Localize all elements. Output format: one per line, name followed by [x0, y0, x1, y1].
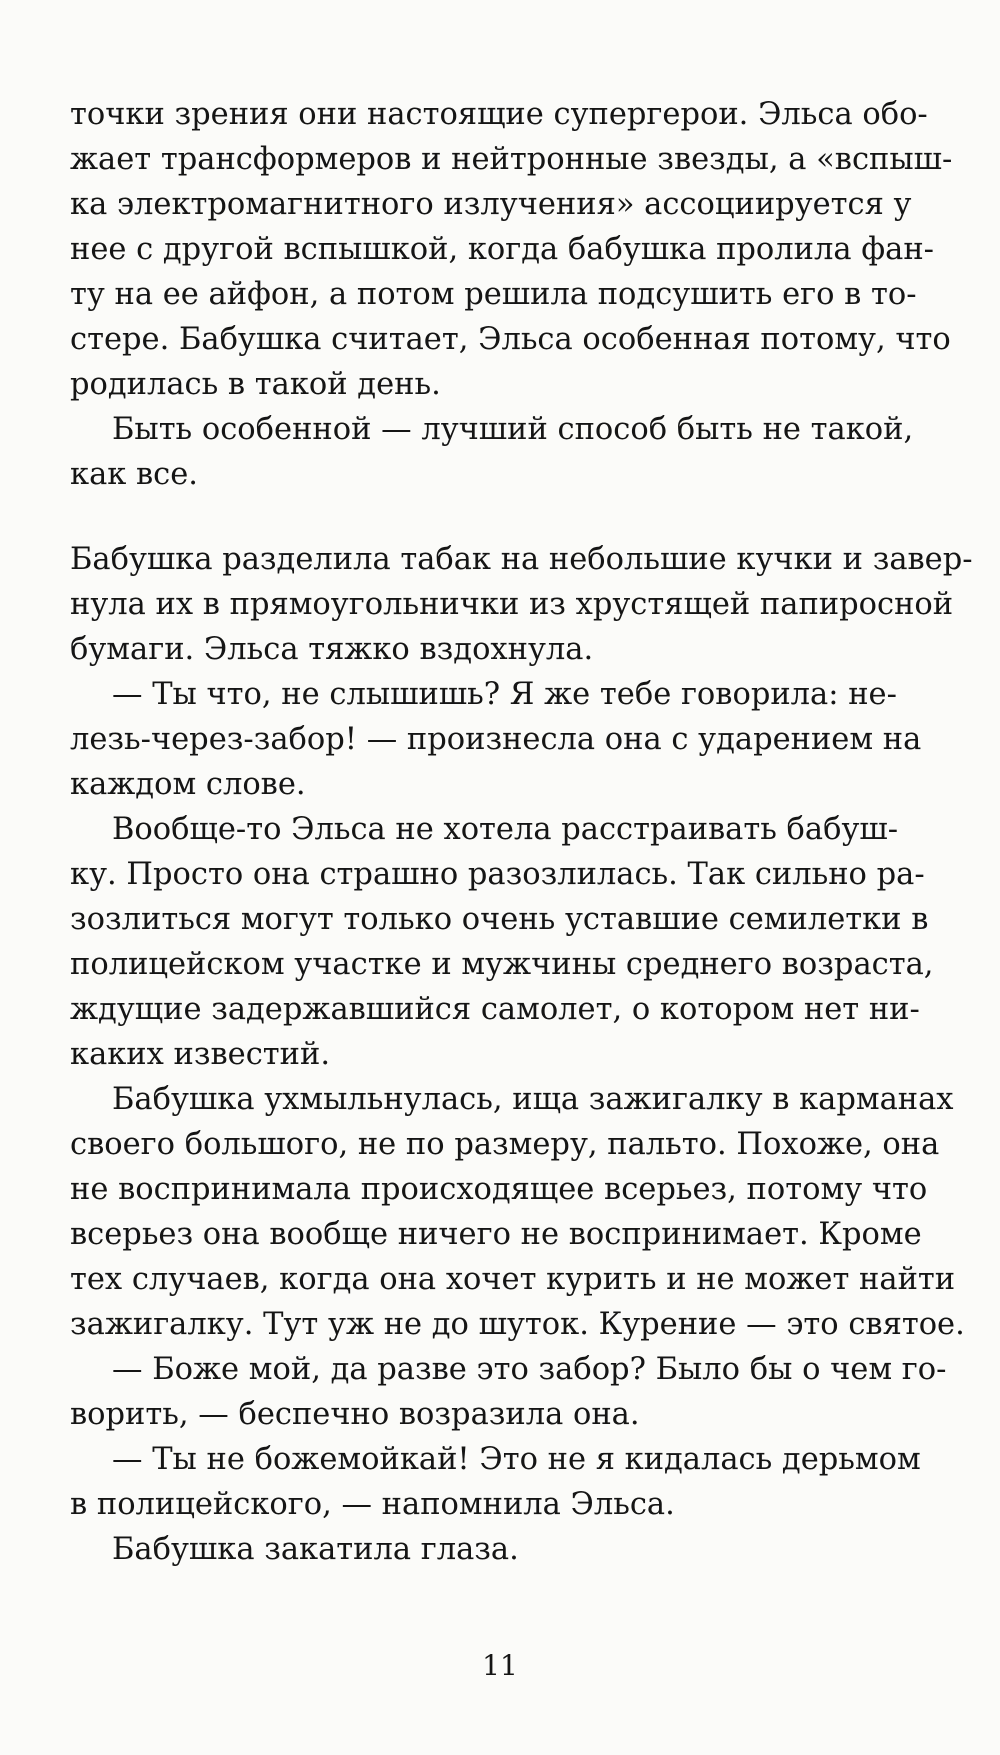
text-line: — Боже мой, да разве это забор? Было бы о чем го-	[112, 1352, 947, 1387]
text-line: жает трансформеров и нейтронные звезды, а «вспыш-	[70, 142, 953, 177]
text-line: зажигалку. Тут уж не до шуток. Курение — это святое.	[70, 1307, 965, 1342]
text-line: Бабушка ухмыльнулась, ища зажигалку в карманах	[112, 1082, 954, 1117]
text-line: как все.	[70, 457, 199, 492]
page-number: 11	[482, 1649, 518, 1682]
text-line: ворить, — беспечно возразила она.	[70, 1397, 640, 1432]
text-line: ка электромагнитного излучения» ассоциируется у	[70, 187, 912, 222]
text-line: ждущие задержавшийся самолет, о котором нет ни-	[70, 992, 920, 1027]
text-line: Вообще-то Эльса не хотела расстраивать бабуш-	[112, 812, 899, 847]
text-line: не воспринимала происходящее всерьез, потому что	[70, 1172, 928, 1207]
text-line: бумаги. Эльса тяжко вздохнула.	[70, 632, 594, 667]
text-line: — Ты не божемойкай! Это не я кидалась дерьмом	[112, 1442, 921, 1477]
text-line: ку. Просто она страшно разозлилась. Так сильно ра-	[70, 857, 925, 892]
text-line: точки зрения они настоящие супергерои. Эльса обо-	[70, 97, 928, 132]
text-line: каждом слове.	[70, 767, 306, 802]
text-line: каких известий.	[70, 1037, 331, 1072]
text-line: своего большого, не по размеру, пальто. Похоже, она	[70, 1127, 940, 1162]
text-line: стере. Бабушка считает, Эльса особенная потому, что	[70, 322, 951, 357]
text-line: родилась в такой день.	[70, 367, 441, 402]
text-line: нула их в прямоугольнички из хрустящей папиросной	[70, 587, 954, 622]
text-line: нее с другой вспышкой, когда бабушка пролила фан-	[70, 232, 934, 267]
text-line: в полицейского, — напомнила Эльса.	[70, 1487, 675, 1522]
text-line: лезь-через-забор! — произнесла она с ударением на	[70, 722, 922, 757]
text-line: Быть особенной — лучший способ быть не такой,	[112, 412, 914, 447]
text-line: Бабушка закатила глаза.	[112, 1532, 519, 1567]
text-line: Бабушка разделила табак на небольшие кучки и завер-	[70, 542, 973, 577]
text-line: ту на ее айфон, а потом решила подсушить его в то-	[70, 277, 917, 312]
text-line: — Ты что, не слышишь? Я же тебе говорила: не-	[112, 677, 897, 712]
text-line: тех случаев, когда она хочет курить и не может найти	[70, 1262, 956, 1297]
text-line: зозлиться могут только очень уставшие семилетки в	[70, 902, 929, 937]
text-line: полицейском участке и мужчины среднего возраста,	[70, 947, 934, 982]
text-line: всерьез она вообще ничего не воспринимает. Кроме	[70, 1217, 922, 1252]
